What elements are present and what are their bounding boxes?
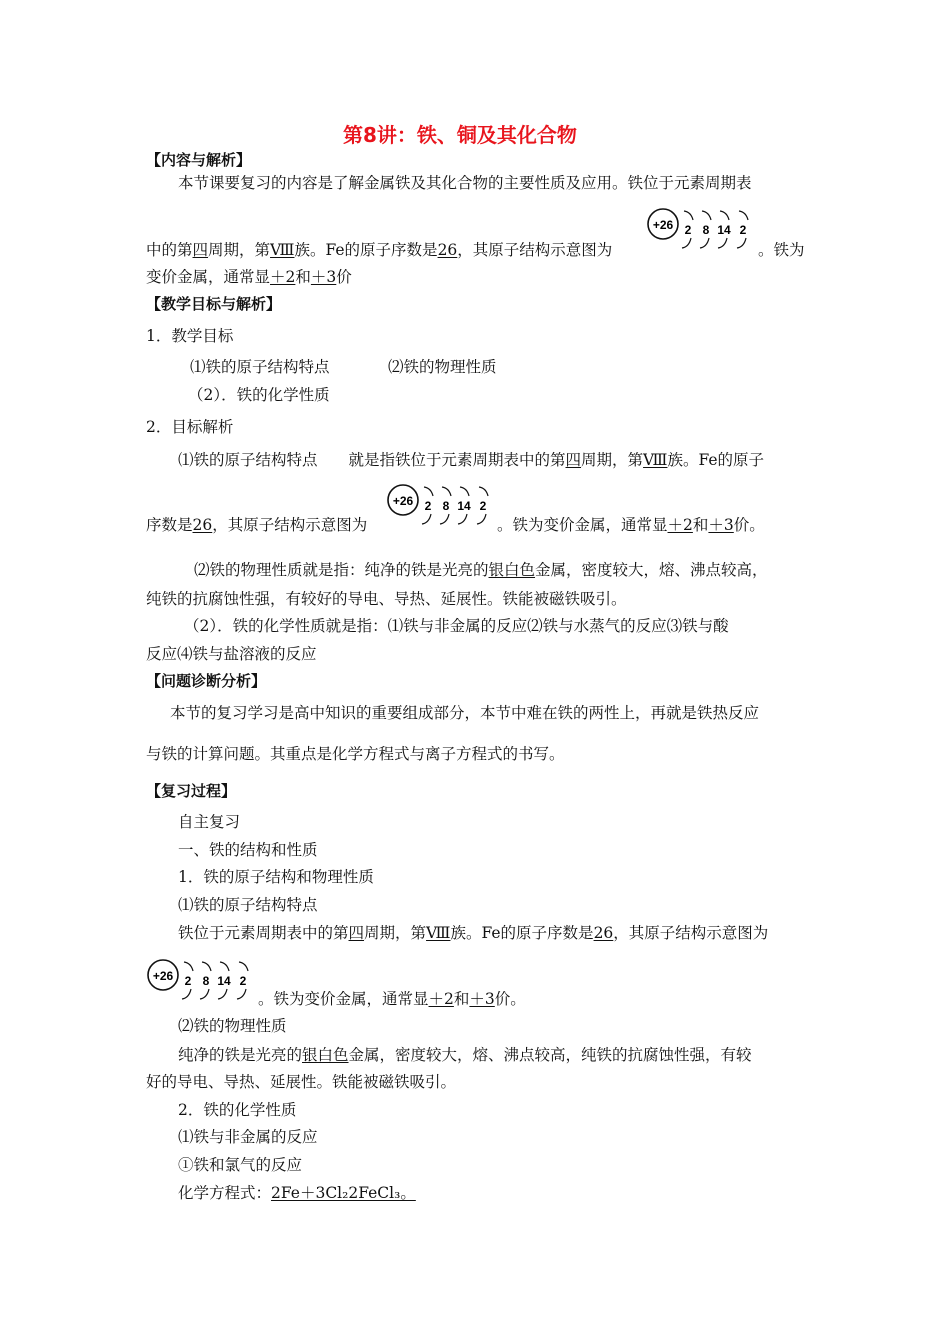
review-self: 自主复习: [178, 813, 241, 831]
diagnosis-line1: 本节的复习学习是高中知识的重要组成部分，本节中难在铁的两性上，再就是铁热反应: [170, 704, 760, 722]
goal-analysis-1-line2: 序数是26，其原子结构示意图为: [146, 516, 368, 534]
electron-shell-arc-bottom: [218, 989, 227, 999]
electron-shell-arc-top: [720, 211, 729, 220]
review-s10: ⑴铁与非金属的反应: [178, 1128, 318, 1146]
electron-shell-arc-top: [202, 962, 211, 971]
electron-shell-arc-bottom: [700, 238, 709, 248]
electron-shell-count: 14: [717, 223, 731, 237]
section-heading-content: 【内容与解析】: [146, 151, 252, 169]
electron-shell-arc-bottom: [458, 514, 467, 524]
nucleus-charge: +26: [392, 494, 414, 508]
electron-shell-arc-top: [739, 211, 748, 220]
electron-shell-count: 2: [479, 499, 487, 513]
review-s8: 好的导电、导热、延展性。铁能被磁铁吸引。: [146, 1073, 457, 1091]
goals-item-1: 1．教学目标: [146, 327, 234, 345]
electron-shell-arc-top: [702, 211, 711, 220]
goal-analysis-1-line1: ⑴铁的原子结构特点 就是指铁位于元素周期表中的第四周期，第Ⅷ族。Fe的原子: [178, 451, 765, 469]
content-paragraph-line1: 本节课要复习的内容是了解金属铁及其化合物的主要性质及应用。铁位于元素周期表: [178, 174, 752, 192]
review-s6: ⑵铁的物理性质: [178, 1017, 287, 1035]
electron-shell-arc-bottom: [182, 989, 191, 999]
content-paragraph-line3: 变价金属，通常显＋2和＋3价: [146, 268, 352, 286]
electron-shell-count: 8: [202, 974, 210, 988]
section-heading-goals: 【教学目标与解析】: [146, 295, 282, 313]
page-title: 第8讲：铁、铜及其化合物: [343, 123, 577, 147]
atom-structure-diagram: [386, 478, 494, 538]
section-heading-review: 【复习过程】: [146, 782, 237, 800]
chemical-equation: 2Fe＋3Cl₂2FeCl₃。: [271, 1184, 416, 1202]
electron-shell-arc-top: [442, 487, 451, 496]
review-s7: 纯净的铁是光亮的银白色金属，密度较大，熔、沸点较高，纯铁的抗腐蚀性强，有较: [178, 1046, 752, 1064]
review-s12: 化学方程式：2Fe＋3Cl₂2FeCl₃。: [178, 1184, 416, 1202]
electron-shell-arc-top: [220, 962, 229, 971]
atom-structure-diagram: [646, 202, 754, 262]
goal-analysis-2-line1: ⑵铁的物理性质就是指：纯净的铁是光亮的银白色金属，密度较大，熔、沸点较高，: [194, 561, 768, 579]
electron-shell-arc-bottom: [737, 238, 746, 248]
electron-shell-arc-bottom: [718, 238, 727, 248]
review-s11: ①铁和氯气的反应: [178, 1156, 303, 1174]
review-s1: 一、铁的结构和性质: [178, 841, 318, 859]
review-s4: 铁位于元素周期表中的第四周期，第Ⅷ族。Fe的原子序数是26，其原子结构示意图为: [178, 924, 769, 942]
electron-shell-arc-bottom: [200, 989, 209, 999]
electron-shell-count: 8: [702, 223, 710, 237]
goal-analysis-2-line2: 纯铁的抗腐蚀性强，有较好的导电、导热、延展性。铁能被磁铁吸引。: [146, 590, 627, 608]
section-heading-diagnosis: 【问题诊断分析】: [146, 672, 267, 690]
electron-shell-arc-bottom: [440, 514, 449, 524]
goal-3: （2）．铁的化学性质: [188, 386, 330, 404]
electron-shell-arc-bottom: [422, 514, 431, 524]
electron-shell-arc-top: [424, 487, 433, 496]
electron-shell-count: 2: [424, 499, 432, 513]
goals-item-2: 2．目标解析: [146, 418, 234, 436]
electron-shell-count: 14: [217, 974, 231, 988]
review-s5: 。铁为变价金属，通常显＋2和＋3价。: [258, 990, 526, 1008]
electron-shell-arc-top: [460, 487, 469, 496]
goal-analysis-3-line1: （2）．铁的化学性质就是指：⑴铁与非金属的反应⑵铁与水蒸气的反应⑶铁与酸: [184, 617, 729, 635]
electron-shell-arc-bottom: [682, 238, 691, 248]
diagnosis-line2: 与铁的计算问题。其重点是化学方程式与离子方程式的书写。: [146, 745, 565, 763]
electron-shell-arc-top: [184, 962, 193, 971]
electron-shell-arc-top: [239, 962, 248, 971]
content-paragraph-line2-end: 。铁为: [758, 241, 805, 259]
nucleus-charge: +26: [152, 969, 174, 983]
atom-structure-diagram: [146, 953, 254, 1013]
review-s2: 1．铁的原子结构和物理性质: [178, 868, 374, 886]
electron-shell-count: 2: [739, 223, 747, 237]
review-s3: ⑴铁的原子结构特点: [178, 896, 318, 914]
electron-shell-count: 2: [184, 974, 192, 988]
electron-shell-arc-top: [684, 211, 693, 220]
electron-shell-count: 8: [442, 499, 450, 513]
goal-1: ⑴铁的原子结构特点: [190, 358, 330, 376]
content-paragraph-line2: 中的第四周期，第Ⅷ族。Fe的原子序数是26，其原子结构示意图为: [146, 241, 613, 259]
goal-2: ⑵铁的物理性质: [388, 358, 497, 376]
electron-shell-count: 2: [684, 223, 692, 237]
electron-shell-count: 2: [239, 974, 247, 988]
electron-shell-count: 14: [457, 499, 471, 513]
electron-shell-arc-top: [479, 487, 488, 496]
electron-shell-arc-bottom: [477, 514, 486, 524]
electron-shell-arc-bottom: [237, 989, 246, 999]
goal-analysis-1-line2-end: 。铁为变价金属，通常显＋2和＋3价。: [497, 516, 765, 534]
review-s9: 2．铁的化学性质: [178, 1101, 297, 1119]
nucleus-charge: +26: [652, 218, 674, 232]
goal-analysis-3-line2: 反应⑷铁与盐溶液的反应: [146, 645, 317, 663]
